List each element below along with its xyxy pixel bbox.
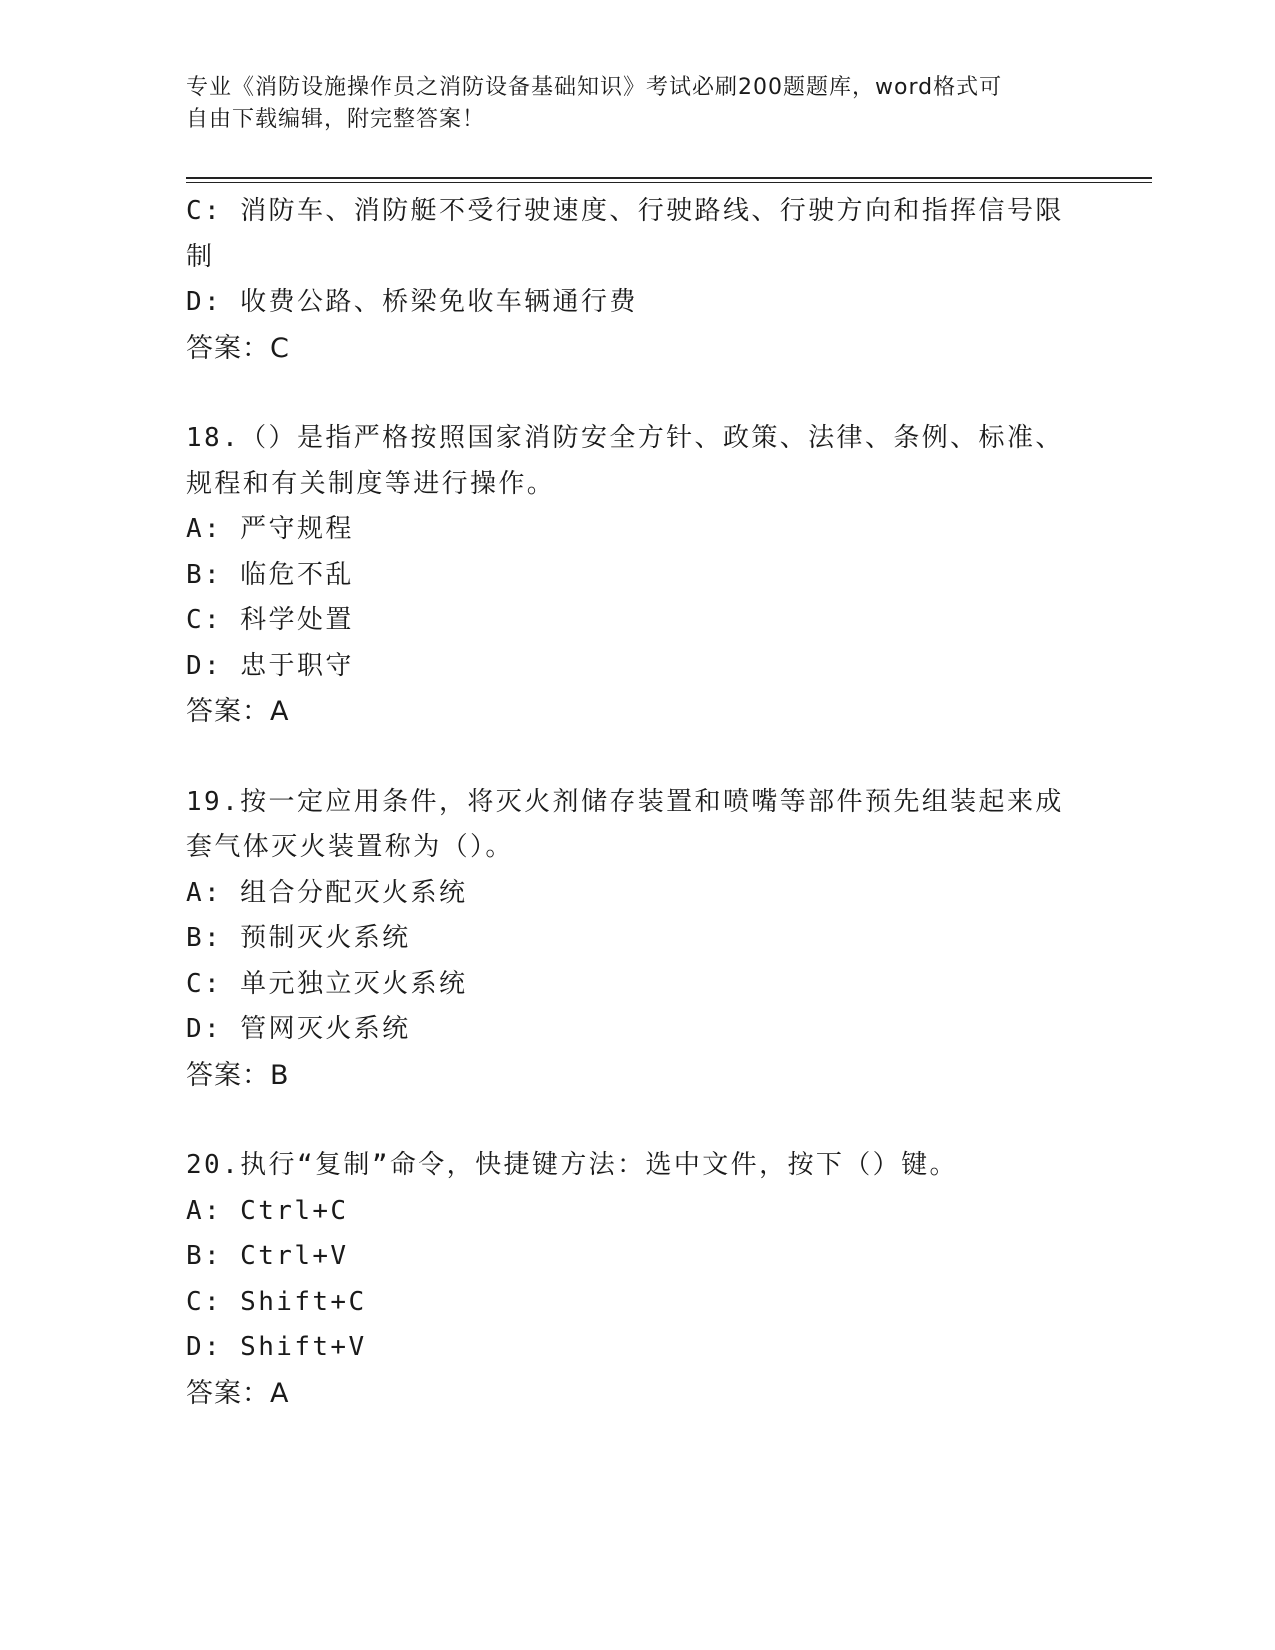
header-line-1: 专业《消防设施操作员之消防设备基础知识》考试必刷200题题库，word格式可 bbox=[186, 75, 1003, 100]
option-b: B: 临危不乱 bbox=[186, 559, 354, 590]
document-body bbox=[186, 189, 1086, 1416]
question-stem-continued: 规程和有关制度等进行操作。 bbox=[186, 468, 556, 499]
option-c: C: 科学处置 bbox=[186, 605, 354, 635]
question-stem: 19.按一定应用条件，将灭火剂储存装置和喷嘴等部件预先组装起来成 bbox=[186, 786, 1064, 817]
question-stem: 18.（）是指严格按照国家消防安全方针、政策、法律、条例、标准、 bbox=[186, 423, 1064, 453]
option-d: D: 管网灭火系统 bbox=[186, 1014, 411, 1044]
header-rule-thick bbox=[186, 177, 1152, 179]
spacer bbox=[186, 1098, 1086, 1143]
header-rule-thin bbox=[186, 182, 1152, 183]
answer-17: 答案：C bbox=[186, 332, 290, 364]
option-c: C: 消防车、消防艇不受行驶速度、行驶路线、行驶方向和指挥信号限 bbox=[186, 196, 1064, 226]
answer-20: 答案：A bbox=[186, 1377, 290, 1409]
question-17-tail bbox=[186, 189, 1086, 371]
header-line-2: 自由下载编辑，附完整答案！ bbox=[186, 107, 486, 132]
question-stem: 20.执行“复制”命令，快捷键方法：选中文件，按下（）键。 bbox=[186, 1150, 958, 1180]
question-19 bbox=[186, 780, 1086, 1099]
option-a: A: Ctrl+C bbox=[186, 1195, 349, 1226]
option-c: C: Shift+C bbox=[186, 1286, 367, 1317]
question-20 bbox=[186, 1143, 1086, 1416]
option-a: A: 组合分配灭火系统 bbox=[186, 877, 468, 908]
spacer bbox=[186, 735, 1086, 780]
answer-18: 答案：A bbox=[186, 696, 290, 727]
spacer bbox=[186, 371, 1086, 416]
option-d: D: Shift+V bbox=[186, 1332, 367, 1362]
answer-19: 答案：B bbox=[186, 1059, 290, 1091]
option-b: B: Ctrl+V bbox=[186, 1241, 349, 1271]
question-stem-continued: 套气体灭火装置称为（）。 bbox=[186, 832, 514, 862]
option-c-continued: 制 bbox=[186, 241, 215, 272]
option-d: D: 收费公路、桥梁免收车辆通行费 bbox=[186, 287, 638, 317]
question-18 bbox=[186, 416, 1086, 735]
option-b: B: 预制灭火系统 bbox=[186, 923, 411, 953]
option-c: C: 单元独立灭火系统 bbox=[186, 968, 468, 999]
document-header bbox=[186, 72, 1066, 136]
option-a: A: 严守规程 bbox=[186, 514, 354, 544]
option-d: D: 忠于职守 bbox=[186, 650, 354, 681]
